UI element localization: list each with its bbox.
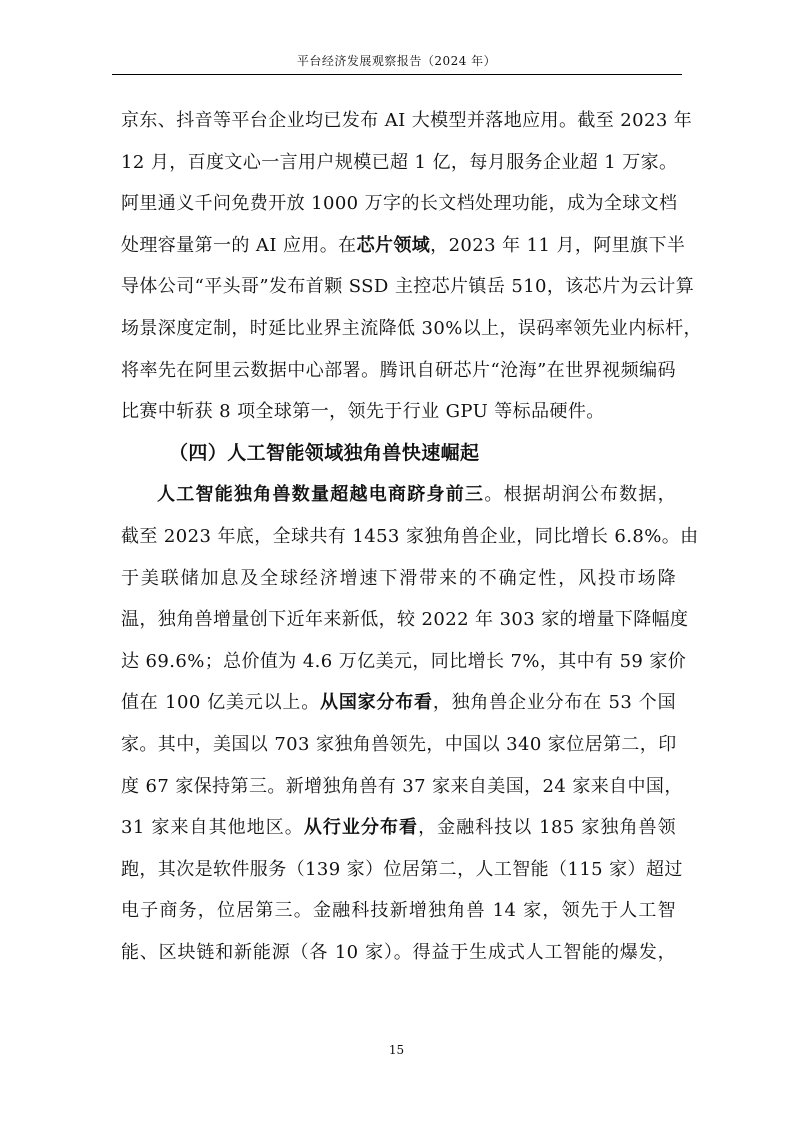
text-line: 比赛中斩获 8 项全球第一，领先于行业 GPU 等标品硬件。	[121, 401, 605, 423]
page-number: 15	[388, 1043, 405, 1057]
text-run: ，独角兽企业分布在 53 个国	[432, 692, 676, 714]
bold-phrase: 从国家分布看	[320, 692, 433, 714]
paragraph-unicorns	[121, 474, 699, 973]
text-line: 京东、抖音等平台企业均已发布 AI 大模型并落地应用。截至 2023 年	[121, 110, 693, 131]
text-run: 。根据胡润公布数据，	[484, 484, 676, 506]
running-header-title: 平台经济发展观察报告（2024 年）	[296, 54, 497, 68]
bold-phrase: 从行业分布看	[303, 817, 419, 839]
text-line	[121, 225, 686, 267]
text-line: 阿里通义千问免费开放 1000 万字的长文档处理功能，成为全球文档	[121, 193, 678, 215]
text-run: ，2023 年 11 月，阿里旗下半	[430, 234, 686, 256]
text-line: 能、区块链和新能源（各 10 家）。得益于生成式人工智能的爆发，	[121, 941, 676, 963]
text-line: 场景深度定制，时延比业界主流降低 30%以上，误码率领先业内标杆，	[121, 317, 702, 339]
text-line: 度 67 家保持第三。新增独角兽有 37 家来自美国，24 家来自中国，	[121, 775, 683, 797]
text-line	[121, 807, 676, 849]
text-line: 达 69.6%；总价值为 4.6 万亿美元，同比增长 7%，其中有 59 家价	[121, 650, 687, 672]
text-run: 31 家来自其他地区。	[121, 817, 304, 839]
text-line	[121, 474, 676, 516]
text-line: 于美联储加息及全球经济增速下滑带来的不确定性，风投市场降	[121, 567, 676, 589]
text-run: ，金融科技以 185 家独角兽领	[418, 817, 676, 839]
bold-phrase: 人工智能独角兽数量超越电商跻身前三	[157, 484, 485, 506]
text-line: 12 月，百度文心一言用户规模已超 1 亿，每月服务企业超 1 万家。	[121, 151, 678, 173]
paragraph-chip-and-ai-apps	[121, 100, 702, 433]
text-run: 处理容量第一的 AI 应用。在	[121, 234, 357, 256]
text-line: 跑，其次是软件服务（139 家）位居第二，人工智能（115 家）超过	[121, 858, 683, 880]
text-line	[121, 682, 676, 724]
text-line: 导体公司“平头哥”发布首颗 SSD 主控芯片镇岳 510，该芯片为云计算	[121, 276, 695, 298]
text-run: 值在 100 亿美元以上。	[121, 692, 321, 714]
header-divider	[112, 74, 682, 75]
text-line: 将率先在阿里云数据中心部署。腾讯自研芯片“沧海”在世界视频编码	[121, 359, 676, 381]
text-line: 家。其中，美国以 703 家独角兽领先，中国以 340 家位居第二，印	[121, 733, 677, 755]
text-line: 电子商务，位居第三。金融科技新增独角兽 14 家，领先于人工智	[121, 900, 676, 922]
text-line: 截至 2023 年底，全球共有 1453 家独角兽企业，同比增长 6.8%。由	[121, 525, 699, 547]
bold-phrase: 芯片领域	[356, 234, 431, 256]
document-body	[121, 100, 702, 973]
text-line: 温，独角兽增量创下近年来新低，较 2022 年 303 家的增量下降幅度	[121, 609, 689, 631]
section-heading: （四）人工智能领域独角兽快速崛起	[169, 441, 480, 464]
